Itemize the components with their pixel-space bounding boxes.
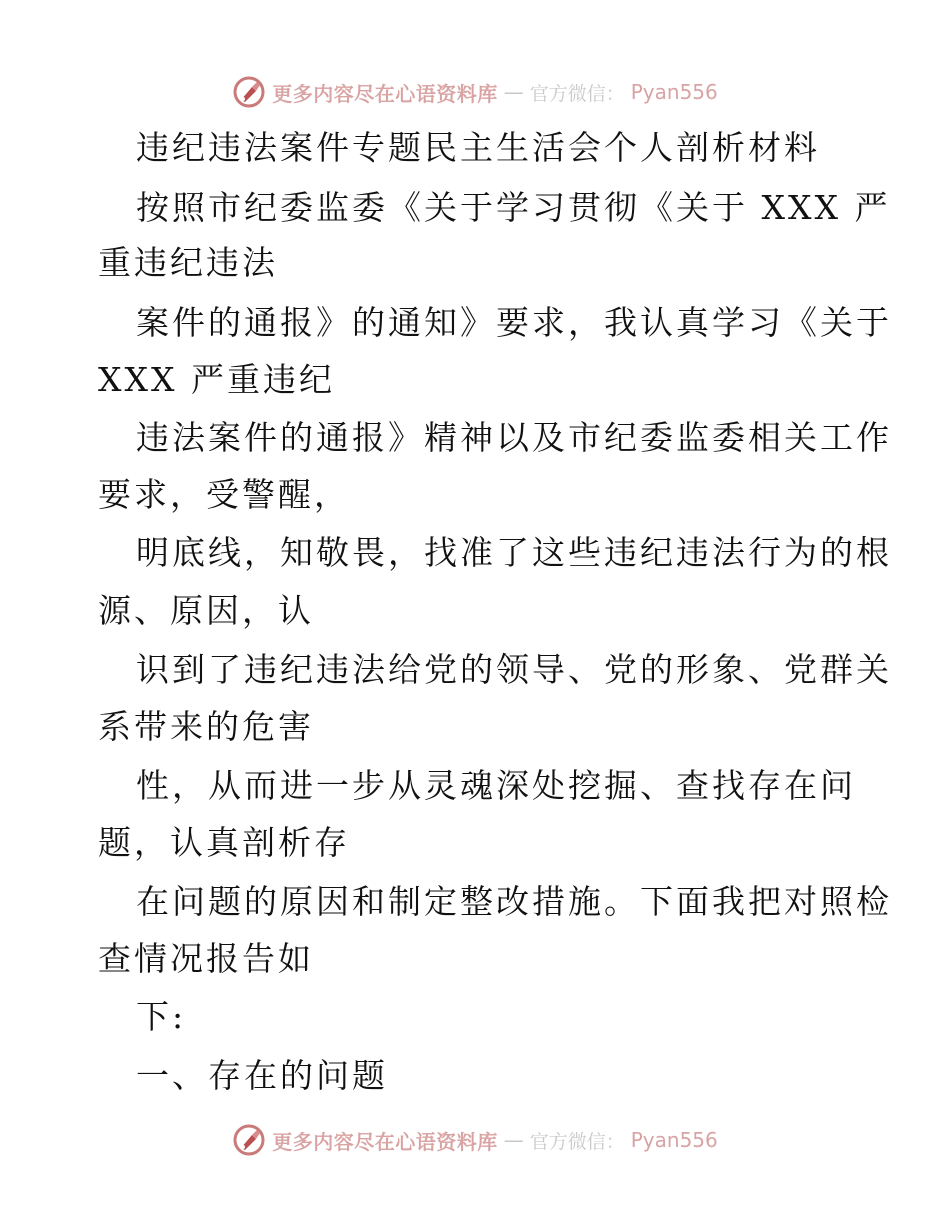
paragraph-line: 违法案件的通报》精神以及市纪委监委相关工作 [136, 418, 892, 457]
watermark-wechat-label: 官方微信： [529, 1130, 625, 1153]
paragraph-line: 性，从而进一步从灵魂深处挖掘、查找存在问 [136, 766, 856, 805]
pen-nib-icon [232, 75, 266, 109]
watermark-wechat-label: 官方微信： [529, 82, 625, 105]
section-heading: 一、存在的问题 [136, 1056, 388, 1095]
footer-watermark [0, 1120, 950, 1160]
watermark-wechat-id: Pyan556 [630, 80, 718, 104]
paragraph-line: 源、原因，认 [98, 591, 314, 630]
watermark-wechat-id: Pyan556 [630, 1128, 718, 1152]
paragraph-line: 明底线，知敬畏，找准了这些违纪违法行为的根 [136, 533, 892, 572]
paragraph-line: XXX 严重违纪 [98, 360, 335, 399]
paragraph-line: 在问题的原因和制定整改措施。下面我把对照检 [136, 882, 892, 921]
watermark-main-text: 更多内容尽在心语资料库 [272, 81, 498, 106]
watermark-main-text: 更多内容尽在心语资料库 [272, 1129, 498, 1154]
paragraph-line: 重违纪违法 [98, 243, 278, 282]
paragraph-line: 要求，受警醒， [98, 475, 350, 514]
paragraph-line: 案件的通报》的通知》要求，我认真学习《关于 [136, 303, 892, 342]
paragraph-line: 识到了违纪违法给党的领导、党的形象、党群关 [136, 650, 892, 689]
paragraph-line: 查情况报告如 [98, 939, 314, 978]
header-watermark [0, 72, 950, 112]
paragraph-line: 题，认真剖析存 [98, 823, 350, 862]
document-title: 违纪违法案件专题民主生活会个人剖析材料 [136, 128, 820, 167]
paragraph-line: 按照市纪委监委《关于学习贯彻《关于 XXX 严 [136, 188, 891, 227]
watermark-dash: — [503, 1128, 524, 1152]
paragraph-line: 下: [136, 997, 187, 1036]
watermark-dash: — [503, 80, 524, 104]
pen-nib-icon [232, 1123, 266, 1157]
paragraph-line: 系带来的危害 [98, 707, 314, 746]
